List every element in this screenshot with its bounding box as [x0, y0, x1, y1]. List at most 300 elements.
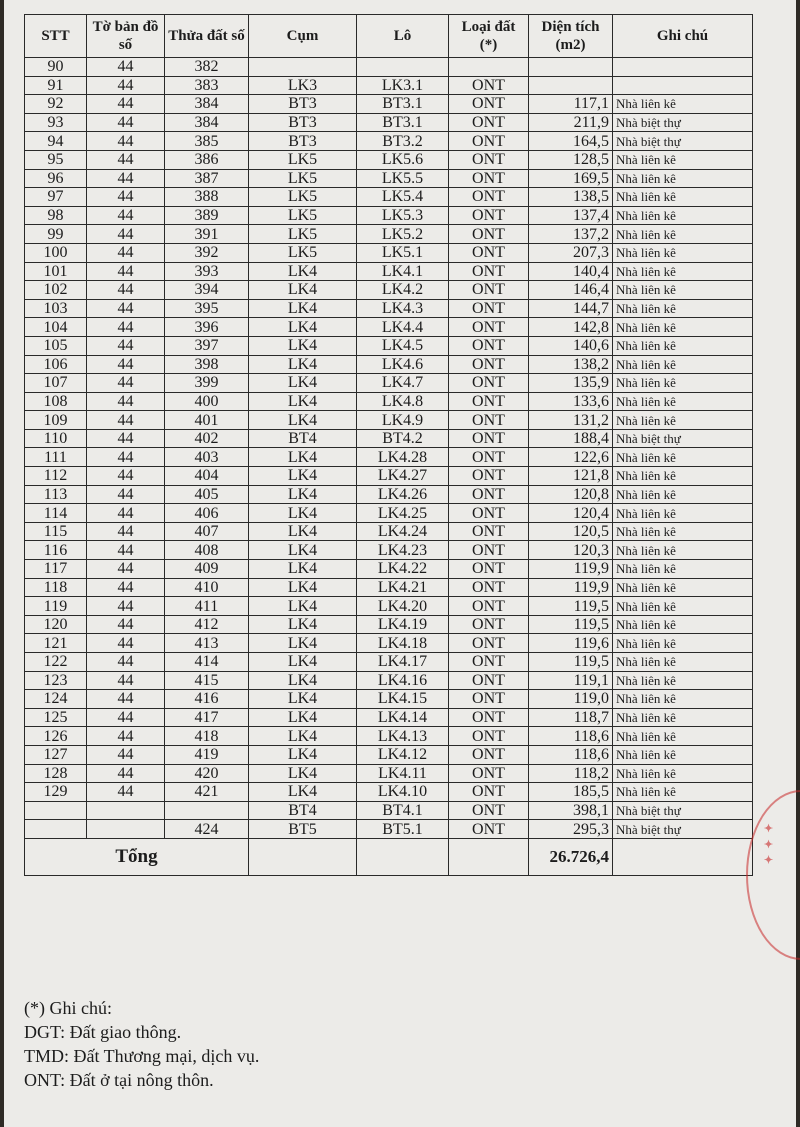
header-loai-dat: Loại đất (*): [449, 15, 529, 58]
table-row: [25, 783, 753, 802]
cell-to-ban-do: 44: [87, 745, 165, 764]
cell-loai-dat: ONT: [449, 225, 529, 244]
cell-loai-dat: ONT: [449, 169, 529, 188]
table-row: [25, 150, 753, 169]
header-stt: STT: [25, 15, 87, 58]
cell-ghi-chu: Nhà liên kê: [613, 411, 753, 430]
cell-to-ban-do: 44: [87, 262, 165, 281]
cell-ghi-chu: Nhà liên kê: [613, 634, 753, 653]
table-row: [25, 188, 753, 207]
total-empty-cell: [357, 838, 449, 875]
cell-cum: BT5: [249, 820, 357, 839]
cell-cum: LK4: [249, 615, 357, 634]
table-row: [25, 578, 753, 597]
cell-cum: LK4: [249, 467, 357, 486]
notes-section: [24, 996, 259, 1092]
total-label: Tổng: [25, 838, 249, 875]
cell-thua-dat: 398: [165, 355, 249, 374]
cell-dien-tich: 128,5: [529, 150, 613, 169]
cell-loai-dat: ONT: [449, 783, 529, 802]
cell-dien-tich: 122,6: [529, 448, 613, 467]
cell-loai-dat: ONT: [449, 597, 529, 616]
cell-ghi-chu: Nhà liên kê: [613, 504, 753, 523]
cell-thua-dat: 387: [165, 169, 249, 188]
cell-cum: BT3: [249, 113, 357, 132]
cell-lo: LK4.1: [357, 262, 449, 281]
cell-loai-dat: ONT: [449, 299, 529, 318]
cell-dien-tich: 138,2: [529, 355, 613, 374]
cell-to-ban-do: 44: [87, 206, 165, 225]
cell-stt: 127: [25, 745, 87, 764]
cell-dien-tich: 207,3: [529, 243, 613, 262]
cell-thua-dat: 402: [165, 429, 249, 448]
cell-stt: 106: [25, 355, 87, 374]
cell-stt: 100: [25, 243, 87, 262]
cell-stt: 114: [25, 504, 87, 523]
cell-to-ban-do: 44: [87, 58, 165, 77]
cell-to-ban-do: 44: [87, 448, 165, 467]
cell-ghi-chu: Nhà liên kê: [613, 615, 753, 634]
note-line: DGT: Đất giao thông.: [24, 1022, 182, 1042]
cell-cum: LK4: [249, 783, 357, 802]
cell-ghi-chu: Nhà liên kê: [613, 690, 753, 709]
cell-thua-dat: 391: [165, 225, 249, 244]
cell-ghi-chu: Nhà liên kê: [613, 653, 753, 672]
cell-cum: BT3: [249, 132, 357, 151]
cell-ghi-chu: Nhà liên kê: [613, 708, 753, 727]
cell-to-ban-do: 44: [87, 727, 165, 746]
table-row: [25, 374, 753, 393]
cell-to-ban-do: 44: [87, 169, 165, 188]
cell-loai-dat: ONT: [449, 336, 529, 355]
cell-dien-tich: 120,4: [529, 504, 613, 523]
cell-lo: BT3.2: [357, 132, 449, 151]
table-row: [25, 132, 753, 151]
cell-loai-dat: ONT: [449, 541, 529, 560]
cell-loai-dat: ONT: [449, 653, 529, 672]
cell-loai-dat: ONT: [449, 429, 529, 448]
cell-stt: 97: [25, 188, 87, 207]
cell-dien-tich: 137,4: [529, 206, 613, 225]
cell-dien-tich: 120,8: [529, 485, 613, 504]
cell-ghi-chu: Nhà liên kê: [613, 485, 753, 504]
table-row: [25, 727, 753, 746]
cell-dien-tich: 211,9: [529, 113, 613, 132]
cell-cum: LK4: [249, 522, 357, 541]
cell-ghi-chu: Nhà liên kê: [613, 745, 753, 764]
table-row: [25, 299, 753, 318]
cell-ghi-chu: Nhà liên kê: [613, 95, 753, 114]
cell-ghi-chu: Nhà liên kê: [613, 727, 753, 746]
cell-ghi-chu: Nhà liên kê: [613, 578, 753, 597]
cell-cum: LK4: [249, 355, 357, 374]
cell-loai-dat: ONT: [449, 690, 529, 709]
cell-ghi-chu: [613, 58, 753, 77]
table-row: [25, 262, 753, 281]
table-row: [25, 708, 753, 727]
cell-lo: LK4.4: [357, 318, 449, 337]
cell-thua-dat: 416: [165, 690, 249, 709]
cell-stt: 129: [25, 783, 87, 802]
cell-loai-dat: ONT: [449, 615, 529, 634]
cell-lo: BT3.1: [357, 95, 449, 114]
cell-lo: LK4.28: [357, 448, 449, 467]
cell-dien-tich: [529, 76, 613, 95]
cell-ghi-chu: Nhà liên kê: [613, 355, 753, 374]
cell-dien-tich: 119,5: [529, 597, 613, 616]
cell-loai-dat: ONT: [449, 467, 529, 486]
cell-stt: 98: [25, 206, 87, 225]
cell-thua-dat: 399: [165, 374, 249, 393]
cell-thua-dat: 408: [165, 541, 249, 560]
table-row: [25, 801, 753, 820]
cell-lo: LK5.5: [357, 169, 449, 188]
cell-dien-tich: 169,5: [529, 169, 613, 188]
cell-dien-tich: 118,7: [529, 708, 613, 727]
cell-stt: 111: [25, 448, 87, 467]
cell-stt: 90: [25, 58, 87, 77]
table-row: [25, 560, 753, 579]
cell-thua-dat: 384: [165, 113, 249, 132]
cell-lo: LK4.17: [357, 653, 449, 672]
cell-ghi-chu: Nhà liên kê: [613, 448, 753, 467]
cell-lo: BT4.1: [357, 801, 449, 820]
cell-lo: LK4.23: [357, 541, 449, 560]
cell-lo: LK4.12: [357, 745, 449, 764]
cell-stt: 121: [25, 634, 87, 653]
cell-thua-dat: 392: [165, 243, 249, 262]
cell-loai-dat: ONT: [449, 281, 529, 300]
cell-dien-tich: 140,4: [529, 262, 613, 281]
cell-to-ban-do: 44: [87, 318, 165, 337]
cell-ghi-chu: Nhà liên kê: [613, 318, 753, 337]
cell-lo: LK4.3: [357, 299, 449, 318]
cell-to-ban-do: 44: [87, 243, 165, 262]
cell-dien-tich: 185,5: [529, 783, 613, 802]
cell-cum: LK4: [249, 448, 357, 467]
cell-stt: 112: [25, 467, 87, 486]
cell-to-ban-do: 44: [87, 132, 165, 151]
cell-loai-dat: ONT: [449, 764, 529, 783]
cell-dien-tich: [529, 58, 613, 77]
cell-loai-dat: ONT: [449, 708, 529, 727]
cell-loai-dat: ONT: [449, 374, 529, 393]
cell-loai-dat: ONT: [449, 504, 529, 523]
cell-dien-tich: 398,1: [529, 801, 613, 820]
cell-stt: 117: [25, 560, 87, 579]
cell-lo: LK4.27: [357, 467, 449, 486]
total-area: 26.726,4: [529, 838, 613, 875]
cell-thua-dat: 414: [165, 653, 249, 672]
cell-cum: LK4: [249, 727, 357, 746]
cell-to-ban-do: [87, 820, 165, 839]
cell-thua-dat: 415: [165, 671, 249, 690]
cell-thua-dat: [165, 801, 249, 820]
cell-lo: LK5.6: [357, 150, 449, 169]
cell-lo: LK4.20: [357, 597, 449, 616]
cell-dien-tich: 120,5: [529, 522, 613, 541]
total-empty-cell: [249, 838, 357, 875]
cell-dien-tich: 135,9: [529, 374, 613, 393]
cell-thua-dat: 404: [165, 467, 249, 486]
cell-thua-dat: 424: [165, 820, 249, 839]
cell-lo: LK4.13: [357, 727, 449, 746]
table-row: [25, 541, 753, 560]
cell-cum: LK4: [249, 653, 357, 672]
cell-loai-dat: ONT: [449, 392, 529, 411]
table-row: [25, 615, 753, 634]
note-line: TMD: Đất Thương mại, dịch vụ.: [24, 1046, 260, 1066]
cell-to-ban-do: 44: [87, 392, 165, 411]
cell-lo: LK4.26: [357, 485, 449, 504]
cell-stt: 92: [25, 95, 87, 114]
cell-lo: [357, 58, 449, 77]
cell-stt: [25, 801, 87, 820]
cell-cum: LK4: [249, 281, 357, 300]
cell-ghi-chu: Nhà liên kê: [613, 281, 753, 300]
cell-ghi-chu: Nhà biệt thự: [613, 113, 753, 132]
cell-to-ban-do: 44: [87, 522, 165, 541]
table-row: [25, 113, 753, 132]
cell-ghi-chu: Nhà biệt thự: [613, 132, 753, 151]
cell-to-ban-do: [87, 801, 165, 820]
cell-dien-tich: 138,5: [529, 188, 613, 207]
cell-ghi-chu: Nhà liên kê: [613, 169, 753, 188]
cell-loai-dat: ONT: [449, 113, 529, 132]
cell-dien-tich: 117,1: [529, 95, 613, 114]
header-dien-tich: Diện tích (m2): [529, 15, 613, 58]
cell-to-ban-do: 44: [87, 560, 165, 579]
cell-to-ban-do: 44: [87, 504, 165, 523]
table-row: [25, 281, 753, 300]
cell-dien-tich: 121,8: [529, 467, 613, 486]
cell-dien-tich: 188,4: [529, 429, 613, 448]
cell-thua-dat: 400: [165, 392, 249, 411]
cell-thua-dat: 405: [165, 485, 249, 504]
table-row: [25, 690, 753, 709]
header-lo: Lô: [357, 15, 449, 58]
cell-thua-dat: 413: [165, 634, 249, 653]
cell-loai-dat: ONT: [449, 188, 529, 207]
cell-dien-tich: 131,2: [529, 411, 613, 430]
cell-cum: LK5: [249, 243, 357, 262]
cell-stt: 124: [25, 690, 87, 709]
cell-lo: LK4.25: [357, 504, 449, 523]
cell-cum: LK4: [249, 560, 357, 579]
cell-ghi-chu: Nhà biệt thự: [613, 820, 753, 839]
cell-loai-dat: ONT: [449, 745, 529, 764]
cell-ghi-chu: Nhà liên kê: [613, 560, 753, 579]
cell-stt: 110: [25, 429, 87, 448]
cell-ghi-chu: Nhà liên kê: [613, 671, 753, 690]
cell-ghi-chu: Nhà liên kê: [613, 243, 753, 262]
cell-cum: LK4: [249, 392, 357, 411]
table-row: [25, 448, 753, 467]
cell-thua-dat: 411: [165, 597, 249, 616]
cell-lo: LK4.15: [357, 690, 449, 709]
cell-to-ban-do: 44: [87, 485, 165, 504]
cell-stt: 91: [25, 76, 87, 95]
cell-stt: 108: [25, 392, 87, 411]
table-row: [25, 653, 753, 672]
cell-dien-tich: 119,9: [529, 560, 613, 579]
cell-loai-dat: ONT: [449, 801, 529, 820]
cell-to-ban-do: 44: [87, 653, 165, 672]
cell-dien-tich: 144,7: [529, 299, 613, 318]
cell-stt: [25, 820, 87, 839]
cell-cum: BT4: [249, 801, 357, 820]
cell-thua-dat: 397: [165, 336, 249, 355]
cell-loai-dat: ONT: [449, 318, 529, 337]
table-row: [25, 58, 753, 77]
table-row: [25, 411, 753, 430]
cell-stt: 96: [25, 169, 87, 188]
cell-lo: LK4.2: [357, 281, 449, 300]
cell-stt: 116: [25, 541, 87, 560]
table-row: [25, 504, 753, 523]
cell-stt: 120: [25, 615, 87, 634]
cell-cum: LK4: [249, 336, 357, 355]
cell-loai-dat: ONT: [449, 560, 529, 579]
cell-cum: LK5: [249, 225, 357, 244]
cell-stt: 118: [25, 578, 87, 597]
cell-dien-tich: 137,2: [529, 225, 613, 244]
cell-lo: LK4.5: [357, 336, 449, 355]
cell-thua-dat: 403: [165, 448, 249, 467]
cell-ghi-chu: Nhà liên kê: [613, 392, 753, 411]
cell-cum: LK5: [249, 188, 357, 207]
cell-loai-dat: ONT: [449, 132, 529, 151]
cell-lo: BT4.2: [357, 429, 449, 448]
cell-stt: 99: [25, 225, 87, 244]
cell-cum: LK4: [249, 541, 357, 560]
cell-thua-dat: 410: [165, 578, 249, 597]
cell-stt: 95: [25, 150, 87, 169]
cell-thua-dat: 385: [165, 132, 249, 151]
cell-to-ban-do: 44: [87, 188, 165, 207]
cell-cum: LK4: [249, 411, 357, 430]
cell-cum: BT3: [249, 95, 357, 114]
cell-to-ban-do: 44: [87, 541, 165, 560]
cell-dien-tich: 164,5: [529, 132, 613, 151]
cell-thua-dat: 382: [165, 58, 249, 77]
cell-dien-tich: 119,6: [529, 634, 613, 653]
cell-loai-dat: ONT: [449, 76, 529, 95]
table-row: [25, 764, 753, 783]
cell-thua-dat: 401: [165, 411, 249, 430]
table-row: [25, 522, 753, 541]
cell-stt: 126: [25, 727, 87, 746]
red-seal-stamp: ✦ ✦ ✦: [746, 790, 800, 960]
cell-lo: LK4.16: [357, 671, 449, 690]
table-row: [25, 671, 753, 690]
cell-stt: 105: [25, 336, 87, 355]
cell-cum: LK4: [249, 708, 357, 727]
cell-lo: LK4.8: [357, 392, 449, 411]
cell-dien-tich: 118,2: [529, 764, 613, 783]
cell-to-ban-do: 44: [87, 225, 165, 244]
cell-to-ban-do: 44: [87, 336, 165, 355]
cell-thua-dat: 412: [165, 615, 249, 634]
cell-thua-dat: 420: [165, 764, 249, 783]
cell-lo: BT3.1: [357, 113, 449, 132]
cell-cum: LK4: [249, 634, 357, 653]
cell-stt: 109: [25, 411, 87, 430]
table-row: [25, 485, 753, 504]
cell-to-ban-do: 44: [87, 429, 165, 448]
cell-dien-tich: 119,0: [529, 690, 613, 709]
cell-ghi-chu: Nhà liên kê: [613, 374, 753, 393]
cell-ghi-chu: Nhà liên kê: [613, 467, 753, 486]
cell-cum: LK5: [249, 169, 357, 188]
cell-cum: LK4: [249, 299, 357, 318]
cell-thua-dat: 395: [165, 299, 249, 318]
table-header-row: [25, 15, 753, 58]
cell-stt: 104: [25, 318, 87, 337]
cell-ghi-chu: Nhà liên kê: [613, 225, 753, 244]
cell-to-ban-do: 44: [87, 76, 165, 95]
cell-stt: 115: [25, 522, 87, 541]
table-row: [25, 634, 753, 653]
cell-to-ban-do: 44: [87, 374, 165, 393]
cell-to-ban-do: 44: [87, 355, 165, 374]
cell-ghi-chu: Nhà biệt thự: [613, 429, 753, 448]
cell-loai-dat: ONT: [449, 355, 529, 374]
cell-thua-dat: 409: [165, 560, 249, 579]
header-cum: Cụm: [249, 15, 357, 58]
cell-stt: 93: [25, 113, 87, 132]
cell-thua-dat: 396: [165, 318, 249, 337]
cell-loai-dat: ONT: [449, 522, 529, 541]
cell-ghi-chu: Nhà biệt thự: [613, 801, 753, 820]
cell-loai-dat: ONT: [449, 411, 529, 430]
cell-lo: LK4.14: [357, 708, 449, 727]
cell-to-ban-do: 44: [87, 113, 165, 132]
total-row: [25, 838, 753, 875]
cell-lo: LK4.6: [357, 355, 449, 374]
cell-dien-tich: 119,1: [529, 671, 613, 690]
cell-cum: LK4: [249, 597, 357, 616]
cell-ghi-chu: Nhà liên kê: [613, 206, 753, 225]
cell-to-ban-do: 44: [87, 764, 165, 783]
cell-loai-dat: ONT: [449, 634, 529, 653]
table-row: [25, 318, 753, 337]
cell-ghi-chu: Nhà liên kê: [613, 764, 753, 783]
cell-lo: LK3.1: [357, 76, 449, 95]
table-row: [25, 355, 753, 374]
cell-ghi-chu: Nhà liên kê: [613, 262, 753, 281]
cell-thua-dat: 383: [165, 76, 249, 95]
cell-loai-dat: ONT: [449, 671, 529, 690]
table-row: [25, 429, 753, 448]
cell-loai-dat: ONT: [449, 578, 529, 597]
land-plot-table: [24, 14, 753, 876]
table-row: [25, 336, 753, 355]
cell-to-ban-do: 44: [87, 634, 165, 653]
table-body: [25, 58, 753, 839]
cell-to-ban-do: 44: [87, 708, 165, 727]
cell-cum: LK5: [249, 150, 357, 169]
cell-stt: 128: [25, 764, 87, 783]
cell-thua-dat: 417: [165, 708, 249, 727]
cell-loai-dat: ONT: [449, 262, 529, 281]
cell-lo: LK4.11: [357, 764, 449, 783]
cell-dien-tich: 133,6: [529, 392, 613, 411]
cell-ghi-chu: Nhà liên kê: [613, 783, 753, 802]
cell-dien-tich: 140,6: [529, 336, 613, 355]
cell-cum: LK4: [249, 262, 357, 281]
cell-cum: LK4: [249, 745, 357, 764]
